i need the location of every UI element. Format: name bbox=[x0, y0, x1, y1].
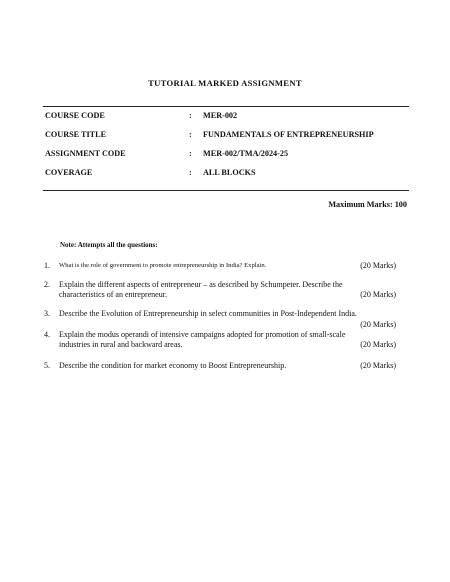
question-number: 2. bbox=[44, 280, 50, 289]
meta-label: COVERAGE bbox=[45, 168, 93, 177]
question-text: What is the role of government to promote entrepreneurship in India? Explain. bbox=[59, 262, 267, 269]
question-text: Explain the different aspects of entrepreneur – as described by Schumpeter. Describe the bbox=[59, 280, 343, 289]
question-marks: (20 Marks) bbox=[360, 361, 396, 370]
maximum-marks: Maximum Marks: 100 bbox=[328, 200, 407, 209]
question-number: 3. bbox=[44, 309, 50, 318]
question-text-continued: characteristics of an entrepreneur. bbox=[59, 290, 167, 299]
question-number: 5. bbox=[44, 361, 50, 370]
meta-colon: : bbox=[189, 111, 192, 120]
meta-label: ASSIGNMENT CODE bbox=[45, 149, 126, 158]
meta-value: ALL BLOCKS bbox=[203, 168, 256, 177]
question-number: 1. bbox=[44, 261, 50, 270]
question-text-continued: industries in rural and backward areas. bbox=[59, 340, 183, 349]
meta-value: MER-002 bbox=[203, 111, 238, 120]
meta-label: COURSE TITLE bbox=[45, 130, 107, 139]
question-text: Describe the Evolution of Entrepreneurship in select communities in Post-Independent India. bbox=[59, 309, 357, 318]
meta-label: COURSE CODE bbox=[45, 111, 105, 120]
meta-colon: : bbox=[189, 168, 192, 177]
question-marks: (20 Marks) bbox=[360, 261, 396, 270]
question-marks: (20 Marks) bbox=[360, 290, 396, 299]
meta-value: MER-002/TMA/2024-25 bbox=[203, 149, 289, 158]
header-bottom-rule bbox=[43, 190, 409, 191]
question-item bbox=[44, 361, 396, 373]
document-title: TUTORIAL MARKED ASSIGNMENT bbox=[148, 78, 302, 88]
meta-row-course-code bbox=[45, 111, 415, 123]
question-item bbox=[44, 309, 396, 331]
header-top-rule bbox=[43, 106, 409, 107]
question-marks: (20 Marks) bbox=[360, 340, 396, 349]
question-number: 4. bbox=[44, 330, 50, 339]
meta-value: FUNDAMENTALS OF ENTREPRENEURSHIP bbox=[203, 130, 374, 139]
question-item bbox=[44, 280, 396, 302]
question-item bbox=[44, 330, 396, 352]
question-item bbox=[44, 261, 396, 273]
meta-row-course-title bbox=[45, 130, 415, 142]
meta-row-coverage bbox=[45, 168, 415, 180]
question-text: Explain the modus operandi of intensive campaigns adopted for promotion of small-scale bbox=[59, 330, 346, 339]
instructions-note: Note: Attempts all the questions: bbox=[60, 241, 158, 249]
meta-colon: : bbox=[189, 149, 192, 158]
meta-row-assignment-code bbox=[45, 149, 415, 161]
question-marks: (20 Marks) bbox=[360, 320, 396, 329]
meta-colon: : bbox=[189, 130, 192, 139]
question-text: Describe the condition for market economy to Boost Entrepreneurship. bbox=[59, 361, 287, 370]
